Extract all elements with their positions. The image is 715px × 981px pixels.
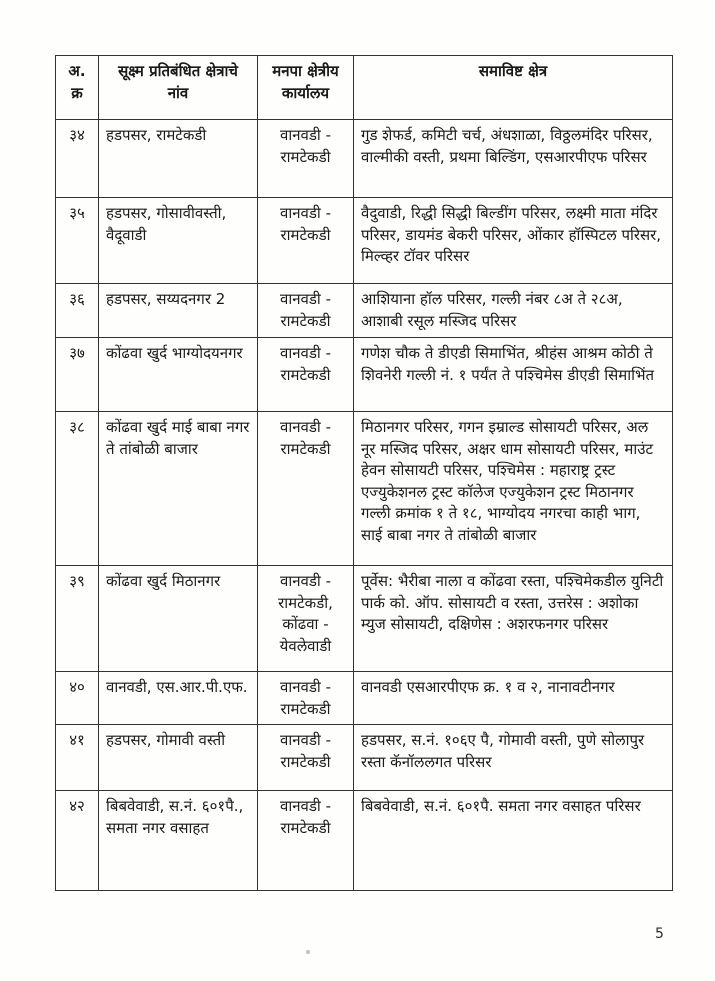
scan-artifact-dot [306,950,310,954]
header-zone-name: सूक्ष्म प्रतिबंधित क्षेत्राचे नांव [99,56,258,120]
ward-office-cell: वानवडी - रामटेकडी [258,198,354,284]
table-row [56,284,673,338]
zone-name-cell: कोंढवा खुर्द भाग्योदयनगर [99,338,258,412]
table-row [56,338,673,412]
row-serial-number: ३८ [56,412,99,566]
included-area-cell: मिठानगर परिसर, गगन इम्राल्ड सोसायटी परिसर, अल नूर मस्जिद परिसर, अक्षर धाम सोसायटी परिसर, माउंट हेवन सोसायटी परिसर, पश्चिमेस : महाराष्ट्र ट्रस्ट एज्युकेशनल ट्रस्ट कॉलेज एज्युकेशन ट्रस्ट मिठानगर गल्ली क्रमांक १ ते १८, भाग्योदय नगरचा काही भाग, साई बाबा नगर ते तांबोळी बाजार [354,412,673,566]
included-area-cell: गणेश चौक ते डीएडी सिमाभिंत, श्रीहंस आश्रम कोठी ते शिवनेरी गल्ली नं. १ पर्यंत ते पश्चिमेस डीएडी सिमाभिंत [354,338,673,412]
table-row [56,791,673,891]
row-serial-number: ४० [56,672,99,725]
included-area-cell: बिबवेवाडी, स.नं. ६०१पै. समता नगर वसाहत परिसर [354,791,673,891]
ward-office-cell: वानवडी - रामटेकडी [258,412,354,566]
ward-office-cell: वानवडी - रामटेकडी [258,120,354,198]
zone-name-cell: कोंढवा खुर्द माई बाबा नगर ते तांबोळी बाजार [99,412,258,566]
zone-name-cell: हडपसर, सय्यदनगर 2 [99,284,258,338]
header-ward-office: मनपा क्षेत्रीय कार्यालय [258,56,354,120]
included-area-cell: गुड शेफर्ड, कमिटी चर्च, अंधशाळा, विठ्ठलमंदिर परिसर, वाल्मीकी वस्ती, प्रथमा बिल्डिंग, एसआरपीएफ परिसर [354,120,673,198]
included-area-cell: वैदुवाडी, रिद्धी सिद्धी बिल्डींग परिसर, लक्ष्मी माता मंदिर परिसर, डायमंड बेकरी परिसर, ओंकार हॉस्पिटल परिसर, मिल्व्हर टॉवर परिसर [354,198,673,284]
included-area-cell: हडपसर, स.नं. १०६ए पै, गोमावी वस्ती, पुणे सोलापुर रस्ता कॅनॉललगत परिसर [354,725,673,791]
ward-office-cell: वानवडी - रामटेकडी, कोंढवा - येवलेवाडी [258,566,354,672]
row-serial-number: ४२ [56,791,99,891]
row-serial-number: ४१ [56,725,99,791]
page-number: 5 [655,926,664,942]
header-row [56,56,673,120]
header-serial-number: अ.क्र [56,56,99,120]
zone-name-cell: कोंढवा खुर्द मिठानगर [99,566,258,672]
zone-name-cell: हडपसर, रामटेकडी [99,120,258,198]
table-header [56,56,673,120]
row-serial-number: ३४ [56,120,99,198]
table-row [56,198,673,284]
containment-zones-table [55,55,673,891]
ward-office-cell: वानवडी - रामटेकडी [258,284,354,338]
table-row [56,120,673,198]
row-serial-number: ३९ [56,566,99,672]
row-serial-number: ३६ [56,284,99,338]
zone-name-cell: हडपसर, गोसावीवस्ती, वैदूवाडी [99,198,258,284]
ward-office-cell: वानवडी - रामटेकडी [258,725,354,791]
included-area-cell: आशियाना हॉल परिसर, गल्ली नंबर ८अ ते २८अ, आशाबी रसूल मस्जिद परिसर [354,284,673,338]
table-row [56,672,673,725]
table-row [56,566,673,672]
included-area-cell: वानवडी एसआरपीएफ क्र. १ व २, नानावटीनगर [354,672,673,725]
row-serial-number: ३५ [56,198,99,284]
table-body [56,120,673,891]
zone-name-cell: वानवडी, एस.आर.पी.एफ. [99,672,258,725]
table-row [56,412,673,566]
header-included-area: समाविष्ट क्षेत्र [354,56,673,120]
included-area-cell: पूर्वेस: भैरीबा नाला व कोंढवा रस्ता, पश्चिमेकडील युनिटी पार्क को. ऑप. सोसायटी व रस्ता, उत्तरेस : अशोका म्युज सोसायटी, दक्षिणेस : अशरफनगर परिसर [354,566,673,672]
ward-office-cell: वानवडी - रामटेकडी [258,338,354,412]
ward-office-cell: वानवडी - रामटेकडी [258,791,354,891]
zone-name-cell: बिबवेवाडी, स.नं. ६०१पै., समता नगर वसाहत [99,791,258,891]
row-serial-number: ३७ [56,338,99,412]
zone-name-cell: हडपसर, गोमावी वस्ती [99,725,258,791]
ward-office-cell: वानवडी - रामटेकडी [258,672,354,725]
table-row [56,725,673,791]
